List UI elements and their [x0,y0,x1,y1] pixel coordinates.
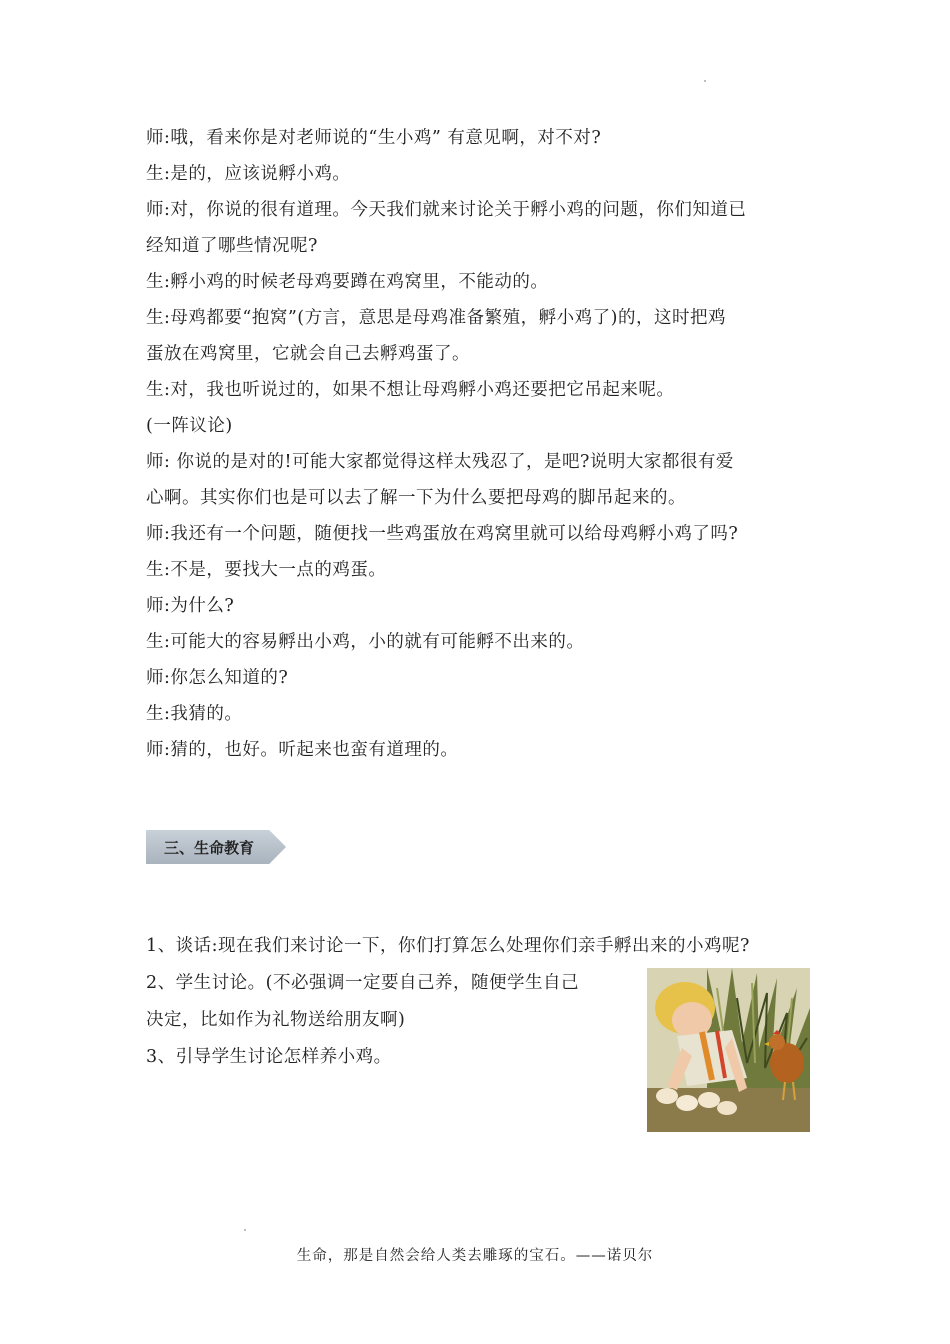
dialogue-line: 生:我猜的。 [146,704,243,724]
dialogue-line: 师:你怎么知道的? [146,668,289,688]
scan-dot [704,80,706,82]
point-item: 决定，比如作为礼物送给朋友啊) [146,1010,406,1030]
dialogue-line: 生:不是，要找大一点的鸡蛋。 [146,560,387,580]
dialogue-line: (一阵议论) [146,416,233,436]
point-item: 2、学生讨论。(不必强调一定要自己养，随便学生自己 [146,973,579,993]
scan-dot [244,1229,246,1231]
dialogue-line: 生:母鸡都要“抱窝”(方言，意思是母鸡准备繁殖，孵小鸡了)的，这时把鸡 [146,308,726,328]
section-title: 三、生命教育 [164,839,255,857]
dialogue-line: 师:对，你说的很有道理。今天我们就来讨论关于孵小鸡的问题，你们知道已 [146,200,747,220]
dialogue-line: 师:为什么? [146,596,235,616]
dialogue-line: 心啊。其实你们也是可以去了解一下为什么要把母鸡的脚吊起来的。 [146,488,686,508]
dialogue-line: 师:猜的，也好。听起来也蛮有道理的。 [146,740,459,760]
section-heading-tag [146,830,286,864]
dialogue-block [146,120,816,768]
point-item: 3、引导学生讨论怎样养小鸡。 [146,1047,392,1067]
dialogue-line: 生:孵小鸡的时候老母鸡要蹲在鸡窝里，不能动的。 [146,272,549,292]
footer-quote: 生命，那是自然会给人类去雕琢的宝石。——诺贝尔 [296,1248,654,1264]
dialogue-line: 师:哦，看来你是对老师说的“生小鸡” 有意见啊，对不对? [146,128,602,148]
point-item: 1、谈话:现在我们来讨论一下，你们打算怎么处理你们亲手孵出来的小鸡呢? [146,936,750,956]
dialogue-line: 生:是的，应该说孵小鸡。 [146,164,351,184]
dialogue-line: 生:对，我也听说过的，如果不想让母鸡孵小鸡还要把它吊起来呢。 [146,380,675,400]
dialogue-line: 师: 你说的是对的!可能大家都觉得这样太残忍了，是吧?说明大家都很有爱 [146,452,734,472]
dialogue-line: 经知道了哪些情况呢? [146,236,318,256]
dialogue-line: 生:可能大的容易孵出小鸡，小的就有可能孵不出来的。 [146,632,585,652]
dialogue-line: 蛋放在鸡窝里，它就会自己去孵鸡蛋了。 [146,344,470,364]
child-with-hen-illustration [647,968,810,1132]
dialogue-line: 师:我还有一个问题，随便找一些鸡蛋放在鸡窝里就可以给母鸡孵小鸡了吗? [146,524,739,544]
